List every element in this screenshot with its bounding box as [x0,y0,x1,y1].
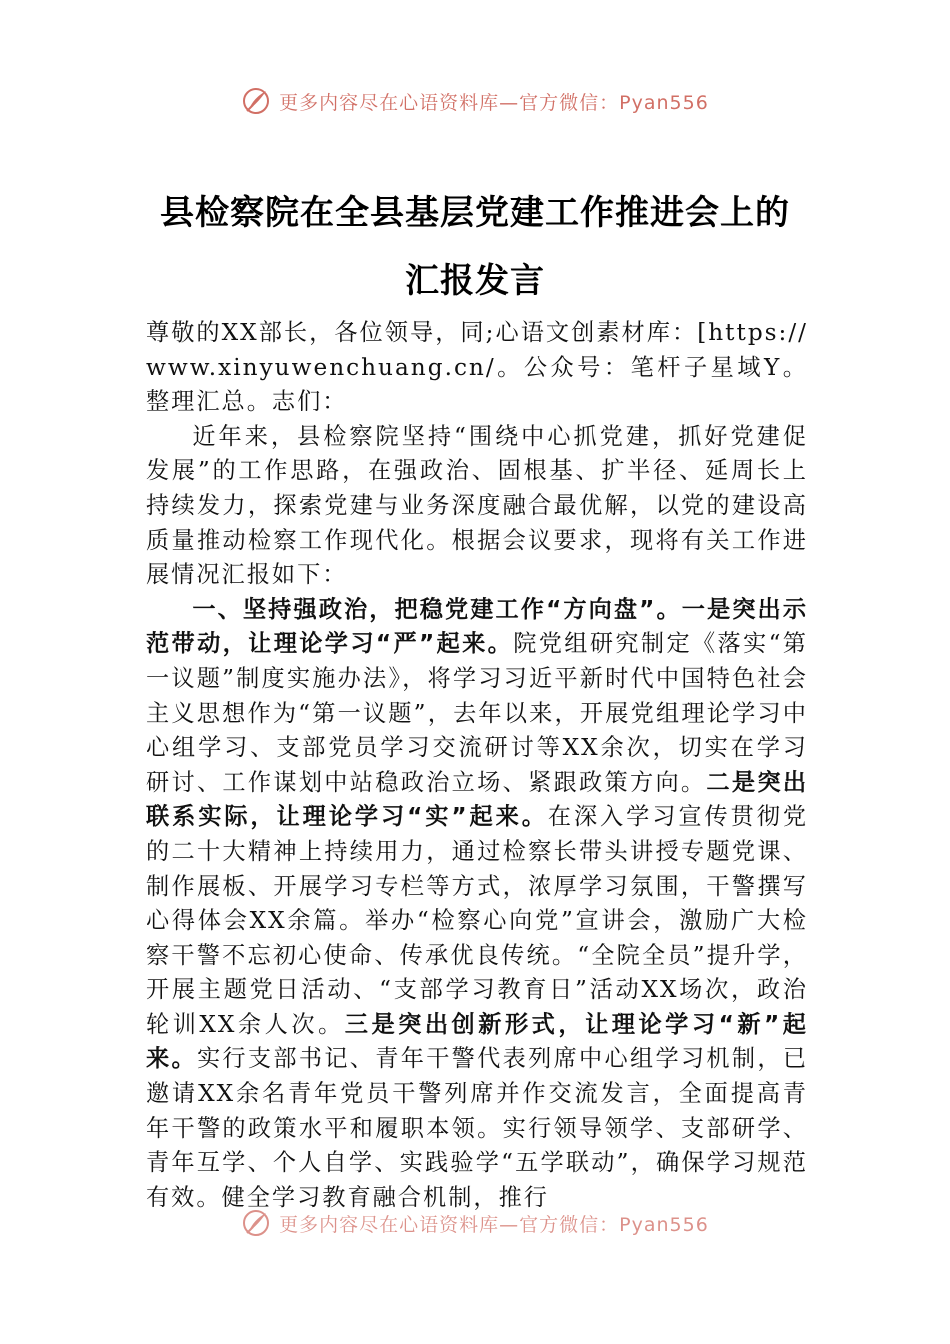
section-1-paragraph [146,593,808,1216]
watermark-text: 更多内容尽在心语资料库—官方微信：Pyan556 [279,91,709,114]
document-title-line-1: 县检察院在全县基层党建工作推进会上的 [160,193,790,233]
watermark-header [0,86,950,116]
point-3-text: 实行支部书记、青年干警代表列席中心组学习机制，已邀请XX余名青年党员干警列席并作交流发言，全面提高青年干警的政策水平和履职本领。实行领导领学、支部研学、青年互学、个人自学、实践验学“五学联动”，确保学习规范有效。健全学习教育融合机制，推行 [146,1045,809,1211]
document-title-line-2: 汇报发言 [405,261,545,301]
document-body [146,316,808,1215]
point-2-title: 二是突出联系实际，让理论学习“实”起来。 [146,768,809,831]
watermark-text: 更多内容尽在心语资料库—官方微信：Pyan556 [279,1213,709,1236]
salutation-paragraph: 尊敬的XX部长，各位领导，同;心语文创素材库：[https://www.xinyuwenchuang.cn/。公众号：笔杆子星域Y。整理汇总。志们： [146,319,808,416]
point-1-title: 一是突出示范带动，让理论学习“严”起来。 [146,595,809,658]
point-1-text: 院党组研究制定《落实“第一议题”制度实施办法》，将学习习近平新时代中国特色社会主义思想作为“第一议题”，去年以来，开展党组理论学习中心组学习、支部党员学习交流研讨等XX余次，切实在学习研讨、工作谋划中站稳政治立场、紧跟政策方向。 [146,630,808,796]
section-1-heading: 一、坚持强政治，把稳党建工作“方向盘”。 [192,595,682,623]
intro-paragraph: 近年来，县检察院坚持“围绕中心抓党建，抓好党建促发展”的工作思路，在强政治、固根基、扩半径、延周长上持续发力，探索党建与业务深度融合最优解，以党的建设高质量推动检察工作现代化。根据会议要求，现将有关工作进展情况汇报如下： [146,422,808,589]
watermark-footer [0,1208,950,1238]
point-3-title: 三是突出创新形式，让理论学习“新”起来。 [146,1010,808,1073]
point-2-text: 在深入学习宣传贯彻党的二十大精神上持续用力，通过检察长带头讲授专题党课、制作展板、开展学习专栏等方式，浓厚学习氛围，干警撰写心得体会XX余篇。举办“检察心向党”宣讲会，激励广大检察干警不忘初心使命、传承优良传统。“全院全员”提升学，开展主题党日活动、“支部学习教育日”活动XX场次，政治轮训XX余人次。 [146,803,809,1038]
feather-logo-icon [241,1208,271,1238]
feather-logo-icon [241,86,271,116]
